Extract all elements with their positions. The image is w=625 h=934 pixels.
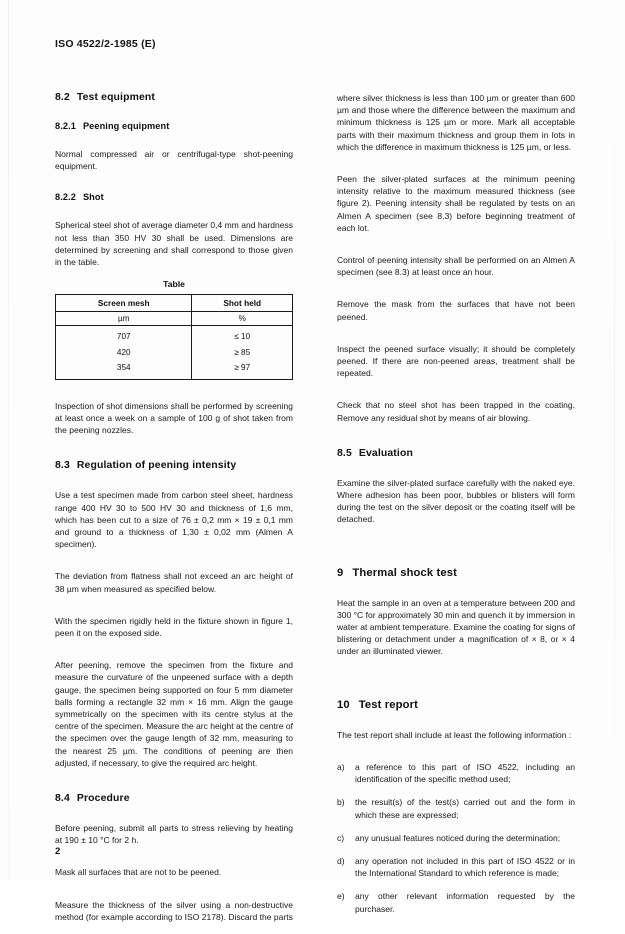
table-caption: Table — [163, 279, 185, 290]
paragraph-continued-from-left: where silver thickness is less than 100 µm or greater than 600 µm and those where the difference between the maximum and minimum thickness is 125 µm or more. Mark all acceptable parts with their maximum thickness and group them in lots in which the difference in maximum thickness is 125 µm, or less. — [337, 93, 575, 152]
spacer — [55, 561, 293, 570]
table-header-row — [56, 295, 293, 312]
paragraph-10-intro: The test report shall include at least the following information : — [337, 729, 572, 740]
list-item — [337, 761, 575, 785]
section-title-8-2-2: Shot — [82, 192, 104, 203]
section-title-8-4: Procedure — [76, 792, 130, 804]
spacer — [55, 447, 293, 460]
table-cell-screen-mesh-354: 354 — [56, 360, 192, 379]
spacer — [55, 112, 293, 121]
spacer — [55, 650, 293, 659]
list-item — [337, 832, 575, 844]
shot-dimensions-table — [55, 294, 293, 380]
paragraph-8-3-1: Use a test specimen made from carbon steel sheet, hardness range 400 HV 30 to 500 HV 30 and thickness of 1,6 mm, which has been cut to a size of 76 ± 0,2 mm × 19 ± 0,1 mm and ground to a thickness of 1,30 ± 0,02 mm (Almen A specimen). — [55, 490, 293, 550]
paragraph-inspect-peened-surface: Inspect the peened surface visually; it should be completely peened. If there are non-peened areas, treatment shall be repeated. — [337, 343, 575, 379]
section-number-8-3: 8.3 — [55, 460, 70, 472]
spacer — [55, 210, 293, 219]
spacer — [337, 435, 575, 448]
paragraph-after-table: Inspection of shot dimensions shall be performed by screening at least once a week on a sample of 100 g of shot taken from the peening nozzles. — [55, 400, 293, 436]
spacer — [55, 183, 293, 192]
page-number: 2 — [55, 846, 61, 857]
table-cell-shot-held-354: ≥ 97 — [192, 360, 293, 379]
section-heading-8-2-1 — [55, 121, 293, 131]
list-item — [337, 890, 575, 914]
spacer — [55, 780, 293, 793]
left-column — [55, 92, 293, 934]
paragraph-8-2-1: Normal compressed air or centrifugal-type shot-peening equipment. — [55, 149, 293, 172]
section-number-9: 9 — [337, 566, 344, 579]
list-item — [337, 796, 575, 820]
table-row — [56, 360, 293, 379]
spacer — [337, 684, 575, 699]
right-column — [337, 92, 575, 934]
section-number-8-2: 8.2 — [55, 92, 70, 103]
list-item-text-c: any unusual features noticed during the determination; — [355, 832, 561, 843]
spacer — [337, 390, 575, 399]
spacer — [55, 480, 293, 489]
spacer — [337, 669, 575, 684]
section-number-8-5: 8.5 — [337, 447, 352, 459]
paragraph-8-2-2: Spherical steel shot of average diameter 0,4 mm and hardness not less than 350 HV 30 shall be used. Dimensions are determined by screening and shall correspond to those given in the table. — [55, 220, 293, 268]
paragraph-8-4-1: Before peening, submit all parts to stress relieving by heating at 190 ± 10 °C for 2 h. — [55, 822, 293, 846]
section-title-8-2-1: Peening equipment — [82, 121, 170, 131]
table-cell-shot-held-707: ≤ 10 — [192, 326, 293, 345]
table-cell-screen-mesh-420: 420 — [56, 345, 192, 361]
section-heading-8-2-2 — [55, 192, 293, 202]
spacer — [337, 552, 575, 567]
list-item-text-a: a reference to this part of ISO 4522, including an identification of the specific method used; — [355, 761, 575, 785]
scan-edge-artifact-right — [614, 30, 615, 850]
paragraph-9: Heat the sample in an oven at a temperature between 200 and 300 °C for approximately 30 min and quench it by immersion in water at ambient temperature. Examine the coating for signs of blistering or detachment under a magnification of × 8, or × 4 under an illuminated viewer. — [337, 597, 576, 657]
table-column-header-shot-held: Shot held — [192, 295, 293, 312]
table-units-row — [56, 312, 293, 326]
shot-dimensions-table-wrapper — [55, 279, 293, 380]
paragraph-control-peening-intensity: Control of peening intensity shall be performed on an Almen A specimen (see 8.3) at least once an hour. — [337, 255, 575, 278]
table-row — [56, 345, 293, 361]
list-item-text-b: the result(s) of the test(s) carried out and the form in which these are expressed; — [355, 797, 575, 820]
table-row — [56, 326, 293, 345]
paragraph-8-3-3: With the specimen rigidly held in the fixture shown in figure 1, peen it on the exposed side. — [55, 615, 293, 638]
list-marker-d: d) — [337, 855, 345, 866]
section-heading-8-4 — [55, 793, 293, 804]
document-header: ISO 4522/2-1985 (E) — [55, 38, 156, 50]
section-heading-10 — [337, 699, 575, 711]
spacer — [55, 139, 293, 148]
list-marker-b: b) — [337, 797, 345, 808]
two-column-body — [55, 92, 575, 934]
table-cell-shot-held-420: ≥ 85 — [192, 345, 293, 361]
spacer — [55, 890, 293, 899]
spacer — [55, 813, 293, 822]
section-heading-8-5 — [337, 448, 575, 459]
spacer — [337, 289, 575, 298]
paragraph-remove-mask: Remove the mask from the surfaces that have not been peened. — [337, 299, 575, 322]
spacer — [337, 720, 575, 729]
paragraph-8-3-4: After peening, remove the specimen from the fixture and measure the curvature of the unpeened surface with a depth gauge, the specimen being supported on four 5 mm diameter balls forming a rectangle 32 mm × 16 mm. Align the gauge symmetrically on the specimen with its centre stylus at the centre of the specimen. Measure the arc height at the centre of the specimen over the gauge length of 32 mm, measuring to the nearest 25 µm. The conditions of peening are then adjusted, if necessary, to give the required arc height. — [55, 660, 293, 768]
section-title-9: Thermal shock test — [352, 566, 458, 579]
paragraph-8-4-2: Mask all surfaces that are not to be peened. — [55, 867, 222, 878]
section-title-10: Test report — [358, 698, 419, 711]
list-item — [337, 855, 575, 879]
list-item-text-e: any other relevant information requested by the purchaser. — [355, 891, 575, 914]
section-number-10: 10 — [337, 698, 350, 711]
spacer — [55, 391, 293, 400]
list-marker-a: a) — [337, 761, 345, 772]
spacer — [337, 334, 575, 343]
table-unit-percent: % — [192, 312, 293, 326]
table-unit-micrometre: µm — [56, 312, 192, 326]
section-number-8-2-1: 8.2.1 — [55, 121, 76, 131]
table-cell-screen-mesh-707: 707 — [56, 326, 192, 345]
section-number-8-4: 8.4 — [55, 792, 70, 804]
list-item-text-d: any operation not included in this part of ISO 4522 or in the International Standard to which reference is made; — [355, 855, 575, 879]
spacer — [55, 606, 293, 615]
table-column-header-screen-mesh: Screen mesh — [56, 295, 192, 312]
list-marker-c: c) — [337, 832, 345, 843]
spacer — [55, 857, 293, 866]
section-heading-9 — [337, 567, 575, 579]
section-title-8-3: Regulation of peening intensity — [76, 460, 237, 472]
spacer — [337, 245, 575, 254]
paragraph-peen-silver-plated: Peen the silver-plated surfaces at the minimum peening intensity relative to the maximum measured thickness (see figure 2). Peening intensity shall be regulated by tests on an Almen A specimen (see 8.3) before beginning treatment of each lot. — [337, 174, 575, 233]
paragraph-8-4-3: Measure the thickness of the silver using a non-destructive method (for example according to ISO 2178). Discard the parts — [55, 899, 293, 922]
section-title-8-2: Test equipment — [76, 92, 156, 103]
spacer — [337, 752, 575, 761]
scan-edge-artifact-left — [8, 0, 9, 879]
spacer — [337, 588, 575, 597]
spacer — [337, 468, 575, 477]
section-heading-8-2 — [55, 92, 293, 103]
list-marker-e: e) — [337, 891, 345, 902]
paragraph-8-5: Examine the silver-plated surface carefully with the naked eye. Where adhesion has been poor, bubbles or blisters will form during the test on the silver deposit or the coating itself will be detached. — [337, 477, 575, 525]
spacer — [337, 537, 575, 552]
paragraph-check-steel-shot: Check that no steel shot has been trapped in the coating. Remove any residual shot by means of air blowing. — [337, 400, 575, 423]
paragraph-8-3-2: The deviation from flatness shall not exceed an arc height of 38 µm when measured as specified below. — [55, 571, 293, 594]
section-number-8-2-2: 8.2.2 — [55, 192, 76, 203]
spacer — [337, 164, 575, 173]
section-title-8-5: Evaluation — [358, 447, 413, 459]
section-heading-8-3 — [55, 460, 293, 471]
